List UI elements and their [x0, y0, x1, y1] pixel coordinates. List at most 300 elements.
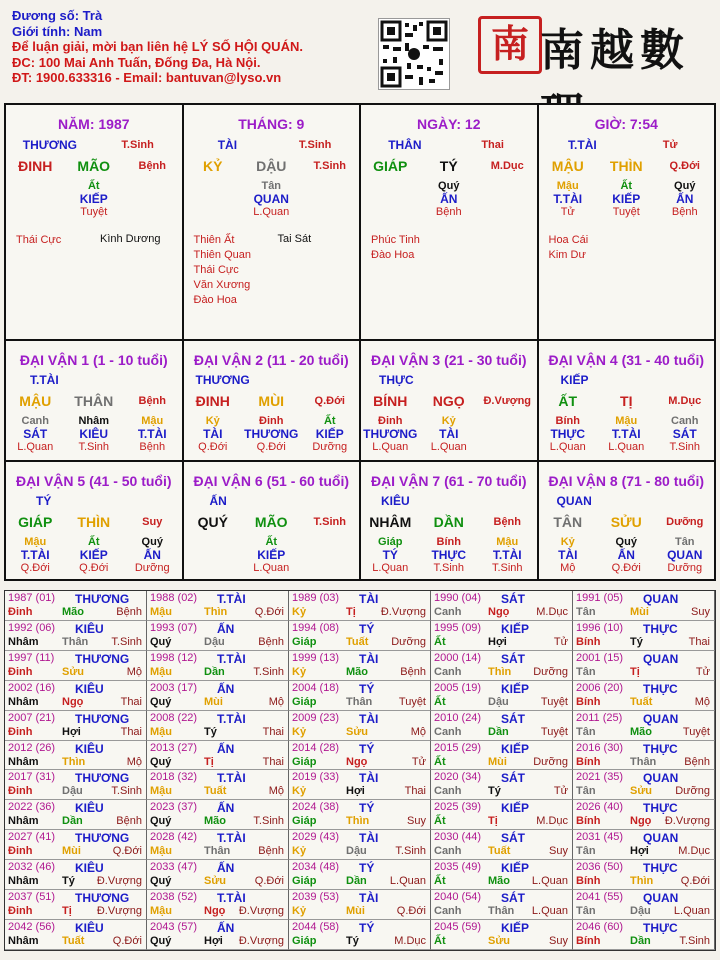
year-phase: Q.Đới [254, 606, 284, 618]
hidden-god: TÀI [558, 548, 578, 562]
hidden-god: T.TÀI [20, 548, 50, 562]
year-stem: Quý [150, 815, 172, 828]
star-list [194, 233, 251, 308]
year-phase: Suy [549, 845, 568, 858]
year-branch: Tị [204, 755, 214, 768]
year-stem: Bính [576, 935, 601, 948]
hidden-god: T.TÀI [492, 548, 522, 562]
year-phase: Dưỡng [391, 635, 426, 648]
year-phase: Thai [120, 695, 142, 708]
year-cell [573, 681, 715, 711]
year-branch: Mão [204, 815, 226, 828]
year-stem: Mậu [150, 905, 172, 918]
year-phase: Dưỡng [675, 785, 710, 798]
dai-van-phase: Bệnh [138, 395, 166, 407]
hidden-god: KIẾP [79, 548, 108, 562]
year-god: KIÊU [75, 741, 104, 756]
year-phase: T.Sinh [111, 635, 142, 648]
year-cell [289, 711, 431, 741]
year-branch: Tý [346, 935, 359, 948]
hidden-god: ẤN [676, 192, 694, 206]
year-branch: Tuất [346, 635, 369, 648]
year-god: THƯƠNG [75, 651, 130, 666]
year-label: 2003 (17) [150, 681, 198, 694]
year-cell [147, 621, 289, 651]
hidden-stem: Bính [436, 536, 461, 548]
year-phase: Q.Đới [680, 875, 710, 888]
hidden-stem: Quý [674, 180, 696, 192]
year-stem: Nhâm [8, 875, 39, 888]
year-god: TÀI [359, 771, 379, 786]
contact-line-2: ĐC: 100 Mai Anh Tuấn, Đống Đa, Hà Nội. [12, 54, 261, 70]
year-label: 1987 (01) [8, 592, 56, 604]
year-god: T.TÀI [217, 711, 246, 726]
year-label: 2024 (38) [292, 801, 340, 814]
year-stem: Quý [150, 875, 172, 888]
year-god: THỰC [643, 801, 678, 816]
year-label: 2016 (30) [576, 741, 624, 754]
dai-van-stem: NHÂM [369, 514, 412, 530]
year-label: 2000 (14) [434, 651, 482, 664]
year-god: KIẾP [501, 861, 530, 876]
year-phase: T.Sinh [111, 785, 142, 798]
year-stem: Tân [576, 725, 596, 738]
hidden-god: ẤN [617, 548, 635, 562]
year-cell [289, 890, 431, 920]
annual-luck-grid [4, 590, 716, 951]
year-phase: Bệnh [258, 635, 284, 648]
year-god: TÝ [359, 861, 375, 876]
year-label: 2004 (18) [292, 681, 340, 694]
year-phase: Suy [549, 935, 568, 948]
year-stem: Đinh [8, 905, 33, 918]
year-stem: Đinh [8, 606, 33, 618]
year-god: THƯƠNG [75, 592, 130, 606]
year-branch: Thân [630, 755, 657, 768]
year-cell [573, 920, 715, 950]
star: Đào Hoa [371, 249, 415, 261]
dai-van-2 [184, 341, 362, 460]
year-stem: Giáp [292, 935, 317, 948]
year-god: THƯƠNG [75, 891, 130, 906]
year-branch: Ngọ [204, 905, 226, 918]
pillar-month [184, 105, 362, 339]
hidden-stem: Mậu [141, 415, 164, 427]
year-cell [431, 770, 573, 800]
year-god: KIẾP [501, 801, 530, 816]
year-cell [431, 800, 573, 830]
year-cell [5, 890, 147, 920]
year-stem: Nhâm [8, 815, 39, 828]
year-phase: Thai [404, 785, 426, 798]
year-god: QUAN [643, 592, 679, 606]
dai-van-god: KIÊU [381, 494, 410, 508]
dai-van-title: ĐẠI VẬN 3 (21 - 30 tuổi) [370, 352, 527, 368]
hidden-stem: Bính [555, 415, 580, 427]
year-label: 2044 (58) [292, 921, 340, 934]
year-label: 2006 (20) [576, 681, 624, 694]
year-phase: M.Dục [536, 815, 568, 828]
hidden-stem: Canh [21, 415, 49, 427]
seal-icon: 南 [478, 16, 542, 74]
year-label: 2045 (59) [434, 921, 482, 934]
year-label: 2046 (60) [576, 921, 624, 934]
logo-title: 南越數 [540, 25, 690, 76]
year-branch: Dậu [630, 905, 651, 918]
year-phase: Q.Đới [396, 905, 426, 918]
year-branch: Dần [346, 875, 367, 888]
year-stem: Giáp [292, 635, 317, 648]
year-cell [431, 591, 573, 621]
hidden-god: TÀI [203, 427, 223, 441]
hidden-god: KIẾP [79, 192, 108, 206]
year-branch: Tị [62, 905, 72, 918]
year-god: ẤN [217, 621, 235, 636]
year-branch: Thìn [488, 665, 512, 678]
year-branch: Tị [346, 606, 356, 618]
year-god: SÁT [501, 771, 525, 786]
hidden-stem: Kỷ [560, 536, 575, 548]
dai-van-phase: Q.Đới [314, 395, 345, 407]
year-phase: Đ.Vượng [96, 875, 142, 888]
hidden-stem: Kỷ [205, 415, 220, 427]
year-phase: Mộ [126, 665, 142, 678]
pillar-title: NGÀY: 12 [416, 116, 481, 132]
year-branch: Mùi [630, 606, 649, 618]
pillar-title: GIỜ: 7:54 [594, 116, 658, 132]
year-branch: Ngọ [630, 815, 652, 828]
year-god: TÝ [359, 801, 375, 816]
year-stem: Đinh [8, 725, 33, 738]
hidden-phase: Bệnh [671, 206, 698, 218]
year-branch: Tuất [62, 935, 85, 948]
year-cell [147, 890, 289, 920]
year-branch: Dậu [204, 635, 225, 648]
year-phase: Bệnh [684, 755, 710, 768]
hidden-stem: Mậu [556, 180, 579, 192]
year-phase: Đ.Vượng [664, 815, 710, 828]
year-cell [5, 681, 147, 711]
year-branch: Thân [346, 695, 373, 708]
year-branch: Mùi [346, 905, 365, 918]
dai-van-god: THỰC [379, 373, 414, 387]
year-label: 1998 (12) [150, 651, 198, 664]
star: Đào Hoa [193, 294, 237, 306]
pillar-phase-top: Thai [481, 139, 504, 151]
hidden-phase: Q.Đới [256, 441, 286, 453]
hidden-stem: Ất [265, 536, 278, 548]
year-branch: Hợi [488, 635, 507, 648]
year-label: 2002 (16) [8, 681, 56, 694]
year-label: 1996 (10) [576, 621, 624, 634]
year-god: THỰC [643, 621, 678, 636]
star: Văn Xương [193, 279, 251, 291]
dai-van-phase: Dưỡng [666, 516, 704, 528]
year-branch: Tuất [204, 785, 227, 798]
year-cell [431, 920, 573, 950]
year-label: 1995 (09) [434, 621, 482, 634]
dai-van-branch: TỊ [620, 393, 633, 409]
year-label: 1999 (13) [292, 651, 340, 664]
brand-logo [478, 10, 716, 74]
year-label: 2034 (48) [292, 861, 340, 874]
year-god: THƯƠNG [75, 771, 130, 786]
year-branch: Ngọ [488, 606, 510, 618]
hidden-god: ẤN [440, 192, 458, 206]
year-stem: Tân [576, 785, 596, 798]
year-phase: Q.Đới [112, 935, 142, 948]
year-branch: Mão [62, 606, 84, 618]
year-cell [147, 920, 289, 950]
star: Kình Dương [100, 233, 161, 245]
year-god: KIẾP [501, 621, 530, 636]
hidden-phase: L.Quan [253, 562, 290, 574]
year-stem: Quý [150, 935, 172, 948]
year-cell [147, 800, 289, 830]
year-cell [147, 860, 289, 890]
year-cell [289, 651, 431, 681]
year-branch: Sửu [346, 725, 369, 738]
hidden-stem: Ất [323, 415, 336, 427]
year-stem: Bính [576, 635, 601, 648]
year-phase: Tuyệt [540, 725, 568, 738]
year-god: KIÊU [75, 921, 104, 936]
year-branch: Dậu [346, 845, 367, 858]
year-label: 2011 (25) [576, 711, 623, 724]
hidden-phase: Bệnh [139, 441, 166, 453]
hidden-stem: Quý [438, 180, 460, 192]
year-branch: Ngọ [62, 695, 84, 708]
hidden-stem: Đinh [259, 415, 284, 427]
year-label: 1988 (02) [150, 592, 198, 604]
dai-van-8 [539, 462, 715, 579]
year-phase: Mộ [410, 725, 426, 738]
year-label: 2021 (35) [576, 771, 624, 784]
year-branch: Tý [204, 725, 217, 738]
hidden-god: THỰC [431, 548, 467, 562]
year-god: THỰC [643, 921, 678, 936]
dai-van-branch: MÙI [258, 393, 285, 409]
year-label: 2012 (26) [8, 741, 56, 754]
year-cell [147, 681, 289, 711]
year-god: THỰC [643, 681, 678, 696]
year-phase: Đ.Vượng [96, 905, 142, 918]
year-phase: L.Quan [531, 875, 568, 888]
year-phase: Tử [695, 665, 710, 678]
year-god: TÀI [359, 711, 379, 726]
hidden-stem: Mậu [24, 536, 47, 548]
pillar-phase: Bệnh [138, 160, 166, 172]
year-label: 2022 (36) [8, 801, 56, 814]
year-stem: Mậu [150, 725, 172, 738]
year-phase: Tử [411, 755, 426, 768]
year-stem: Ất [434, 875, 446, 888]
year-god: KIÊU [75, 681, 104, 696]
year-phase: Bệnh [116, 606, 142, 618]
year-label: 1994 (08) [292, 621, 340, 634]
year-cell [5, 770, 147, 800]
dai-van-stem: MẬU [19, 393, 52, 409]
year-branch: Hợi [204, 935, 223, 948]
year-god: ẤN [217, 681, 235, 696]
year-stem: Ất [434, 935, 446, 948]
pillar-branch: TÝ [439, 158, 458, 174]
hidden-god: T.TÀI [137, 427, 167, 441]
year-stem: Quý [150, 695, 172, 708]
hidden-phase: Tuyệt [80, 206, 108, 218]
year-stem: Mậu [150, 845, 172, 858]
year-cell [289, 621, 431, 651]
year-label: 2042 (56) [8, 921, 56, 934]
year-stem: Canh [434, 606, 462, 618]
dai-van-phase: Bệnh [493, 516, 521, 528]
dai-van-god: THƯƠNG [195, 373, 250, 387]
dai-van-3 [361, 341, 539, 460]
year-label: 2005 (19) [434, 681, 482, 694]
year-branch: Hợi [346, 785, 365, 798]
hidden-god: THƯƠNG [363, 427, 418, 441]
dai-van-branch: THÂN [74, 393, 114, 409]
dai-van-4 [539, 341, 715, 460]
year-branch: Dần [630, 935, 651, 948]
hidden-phase: Bệnh [435, 206, 462, 218]
year-label: 2010 (24) [434, 711, 482, 724]
hidden-god: QUAN [667, 548, 703, 562]
year-phase: M.Dục [678, 845, 710, 858]
dai-van-branch: DẦN [433, 514, 464, 530]
year-god: TÝ [359, 921, 375, 936]
year-label: 1991 (05) [576, 592, 624, 604]
dai-van-row-2 [4, 462, 716, 581]
pillar-phase-top: Tử [662, 139, 678, 151]
year-cell [431, 681, 573, 711]
year-branch: Thân [488, 905, 515, 918]
year-god: TÀI [359, 891, 379, 906]
pillar-day [361, 105, 539, 339]
year-label: 2001 (15) [576, 651, 624, 664]
year-branch: Thìn [630, 875, 654, 888]
star: Phúc Tinh [371, 234, 420, 246]
year-phase: Tuyệt [540, 695, 568, 708]
year-cell [147, 711, 289, 741]
year-label: 2007 (21) [8, 711, 56, 724]
hidden-stem: Mậu [615, 415, 638, 427]
four-pillars [4, 103, 716, 341]
dai-van-title: ĐẠI VẬN 4 (31 - 40 tuổi) [548, 352, 705, 368]
year-label: 1993 (07) [150, 621, 198, 634]
year-stem: Tân [576, 665, 596, 678]
year-stem: Canh [434, 845, 462, 858]
year-phase: M.Dục [536, 606, 568, 618]
star-list [16, 233, 61, 248]
star: Thái Cực [16, 234, 62, 246]
year-god: T.TÀI [217, 771, 246, 786]
year-label: 2031 (45) [576, 831, 624, 844]
year-label: 2029 (43) [292, 831, 340, 844]
dai-van-row-1 [4, 341, 716, 462]
year-stem: Tân [576, 845, 596, 858]
year-god: T.TÀI [217, 651, 246, 666]
year-branch: Mão [488, 875, 510, 888]
year-stem: Kỷ [292, 905, 307, 918]
year-branch: Sửu [630, 785, 653, 798]
year-label: 2030 (44) [434, 831, 482, 844]
hidden-god: KIẾP [612, 192, 641, 206]
year-label: 2023 (37) [150, 801, 198, 814]
hidden-god: T.TÀI [553, 192, 583, 206]
year-phase: Thai [262, 725, 284, 738]
year-stem: Quý [150, 755, 172, 768]
year-label: 2036 (50) [576, 861, 624, 874]
year-god: TÝ [359, 621, 375, 636]
dai-van-stem: GIÁP [18, 514, 53, 530]
year-label: 2017 (31) [8, 771, 56, 784]
hidden-phase: L.Quan [372, 562, 409, 574]
year-phase: Bệnh [258, 845, 284, 858]
year-phase: Q.Đới [112, 845, 142, 858]
year-branch: Tuất [488, 845, 511, 858]
year-god: QUAN [643, 771, 679, 786]
hidden-phase: Dưỡng [312, 441, 348, 453]
year-phase: Dưỡng [533, 755, 568, 768]
year-cell [5, 741, 147, 771]
dai-van-phase: Đ.Vượng [483, 395, 532, 407]
year-cell [573, 621, 715, 651]
hidden-god: T.TÀI [611, 427, 641, 441]
year-cell [147, 651, 289, 681]
year-label: 2035 (49) [434, 861, 482, 874]
dai-van-title: ĐẠI VẬN 5 (41 - 50 tuổi) [15, 473, 172, 489]
year-cell [5, 860, 147, 890]
year-label: 2013 (27) [150, 741, 198, 754]
year-stem: Giáp [292, 755, 317, 768]
year-branch: Tý [488, 785, 501, 798]
year-branch: Hợi [630, 845, 649, 858]
year-label: 2009 (23) [292, 711, 340, 724]
year-stem: Bính [576, 755, 601, 768]
year-stem: Canh [434, 905, 462, 918]
year-label: 2025 (39) [434, 801, 482, 814]
hidden-god: KIẾP [315, 427, 344, 441]
pillar-phase-top: T.Sinh [298, 139, 332, 151]
dai-van-god: QUAN [556, 494, 592, 508]
year-cell [147, 770, 289, 800]
hidden-stem: Quý [141, 536, 163, 548]
year-phase: Tuyệt [398, 695, 426, 708]
hidden-god: SÁT [23, 427, 48, 441]
hidden-god: THƯƠNG [244, 427, 299, 441]
hidden-phase: Q.Đới [79, 562, 109, 574]
year-stem: Mậu [150, 785, 172, 798]
year-cell [573, 890, 715, 920]
pillar-stem: KỶ [203, 158, 223, 174]
year-god: QUAN [643, 651, 679, 666]
pillar-stem: MẬU [551, 158, 584, 174]
year-branch: Thìn [204, 606, 228, 618]
year-cell [5, 651, 147, 681]
year-branch: Thìn [62, 755, 86, 768]
pillar-title: NĂM: 1987 [57, 116, 130, 132]
year-phase: Tuyệt [682, 725, 710, 738]
year-label: 2032 (46) [8, 861, 56, 874]
year-label: 1989 (03) [292, 592, 340, 604]
year-branch: Tuất [630, 695, 653, 708]
year-branch: Tý [630, 635, 643, 648]
year-branch: Sửu [488, 935, 511, 948]
hidden-stem: Kỷ [441, 415, 456, 427]
pillar-branch: MÃO [77, 158, 111, 174]
pillar-stem: GIÁP [373, 158, 408, 174]
